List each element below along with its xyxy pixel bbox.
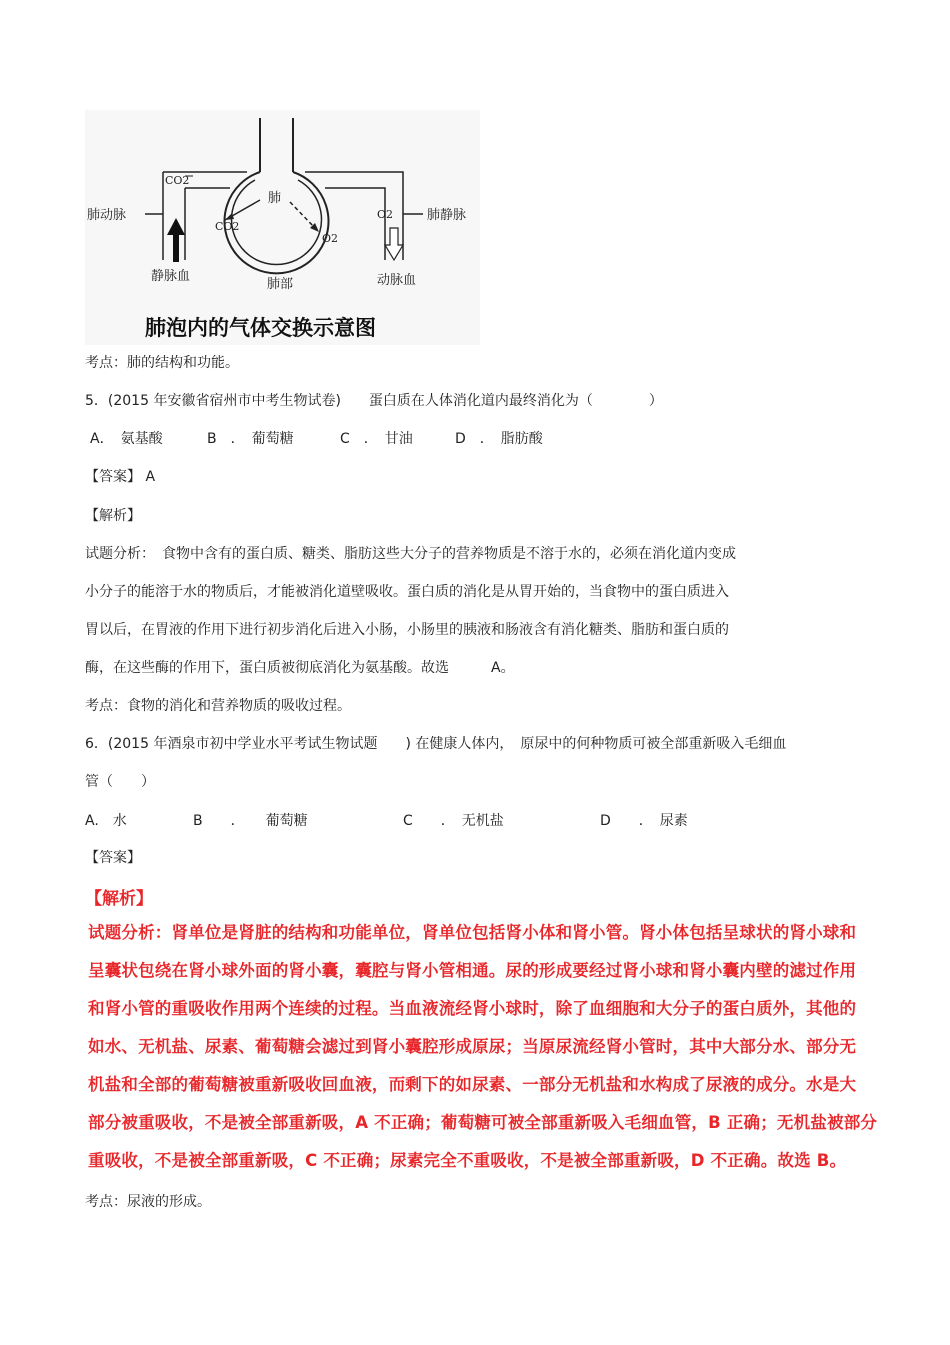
q6-point: 考点：尿液的形成。: [85, 1194, 211, 1210]
q6-analysis-line-7: 重吸收，不是被全部重新吸，C 不正确；尿素完全不重吸收，不是被全部重新吸，D 不正确。故选 B。: [88, 1151, 847, 1170]
q6-option-c: C ． 无机盐: [403, 813, 504, 829]
q6-option-d: D ． 尿素: [600, 813, 688, 829]
q5-answer: 【答案】 A: [85, 469, 156, 485]
gas-exchange-diagram: [85, 110, 480, 345]
q5-analysis-line-4: 酶，在这些酶的作用下，蛋白质被彻底消化为氨基酸。故选 A。: [85, 660, 515, 676]
q5-option-a: A． 氨基酸: [90, 431, 163, 447]
q5-point: 考点：食物的消化和营养物质的吸收过程。: [85, 698, 351, 714]
q5-analysis-label: 【解析】: [85, 508, 141, 524]
label-o2-right: O2: [377, 208, 394, 221]
q6-analysis-line-2: 呈囊状包绕在肾小球外面的肾小囊，囊腔与肾小管相通。尿的形成要经过肾小球和肾小囊内壁的滤过作用: [88, 961, 857, 980]
q6-stem-line-1: 6．(2015 年酒泉市初中学业水平考试生物试题 ) 在健康人体内， 原尿中的何种物质可被全部重新吸入毛细血: [85, 736, 787, 752]
label-co2-left: CO2: [215, 220, 240, 233]
q6-answer: 【答案】: [85, 850, 141, 866]
label-pulmonary-vein: 肺静脉: [427, 208, 467, 223]
q6-option-b: B ． 葡萄糖: [193, 813, 308, 829]
label-lung-part: 肺部: [267, 277, 294, 292]
q6-analysis-line-6: 部分被重吸收，不是被全部重新吸，A 不正确；葡萄糖可被全部重新吸入毛细血管，B 正确；无机盐被部分: [88, 1113, 878, 1132]
q6-analysis-line-4: 如水、无机盐、尿素、葡萄糖会滤过到肾小囊腔形成原尿；当原尿流经肾小管时，其中大部分水、部分无: [88, 1037, 857, 1056]
point-q4: 考点：肺的结构和功能。: [85, 355, 239, 371]
q6-stem-line-2: 管（ ）: [85, 774, 155, 790]
q5-analysis-line-3: 胃以后，在胃液的作用下进行初步消化后进入小肠，小肠里的胰液和肠液含有消化糖类、脂肪和蛋白质的: [85, 622, 729, 638]
q5-stem: 5．(2015 年安徽省宿州市中考生物试卷) 蛋白质在人体消化道内最终消化为（ ）: [85, 393, 663, 409]
q6-analysis-label: 【解析】: [85, 889, 153, 909]
label-venous-blood: 静脉血: [151, 269, 191, 284]
q6-analysis-line-3: 和肾小管的重吸收作用两个连续的过程。当血液流经肾小球时，除了血细胞和大分子的蛋白质外，其他的: [88, 999, 857, 1018]
q5-analysis-line-2: 小分子的能溶于水的物质后，才能被消化道壁吸收。蛋白质的消化是从胃开始的，当食物中的蛋白质进入: [85, 584, 729, 600]
label-o2-inner: O2: [322, 232, 339, 245]
figure-caption: 肺泡内的气体交换示意图: [145, 316, 376, 340]
gas-exchange-figure: [85, 110, 480, 345]
q6-analysis-line-5: 机盐和全部的葡萄糖被重新吸收回血液，而剩下的如尿素、一部分无机盐和水构成了尿液的成分。水是大: [88, 1075, 857, 1094]
q5-option-d: D ． 脂肪酸: [455, 431, 543, 447]
label-lung: 肺: [268, 191, 282, 206]
q5-option-c: C ． 甘油: [340, 431, 413, 447]
q5-analysis-line-1: 试题分析： 食物中含有的蛋白质、糖类、脂肪这些大分子的营养物质是不溶于水的，必须在消化道内变成: [85, 546, 736, 562]
label-pulmonary-artery: 肺动脉: [87, 208, 127, 223]
q6-option-a: A. 水: [85, 813, 127, 829]
label-co2-top: CO2: [165, 174, 190, 187]
label-arterial-blood: 动脉血: [377, 273, 417, 288]
q5-option-b: B ． 葡萄糖: [207, 431, 294, 447]
q6-analysis-line-1: 试题分析：肾单位是肾脏的结构和功能单位，肾单位包括肾小体和肾小管。肾小体包括呈球状的肾小球和: [88, 923, 857, 942]
